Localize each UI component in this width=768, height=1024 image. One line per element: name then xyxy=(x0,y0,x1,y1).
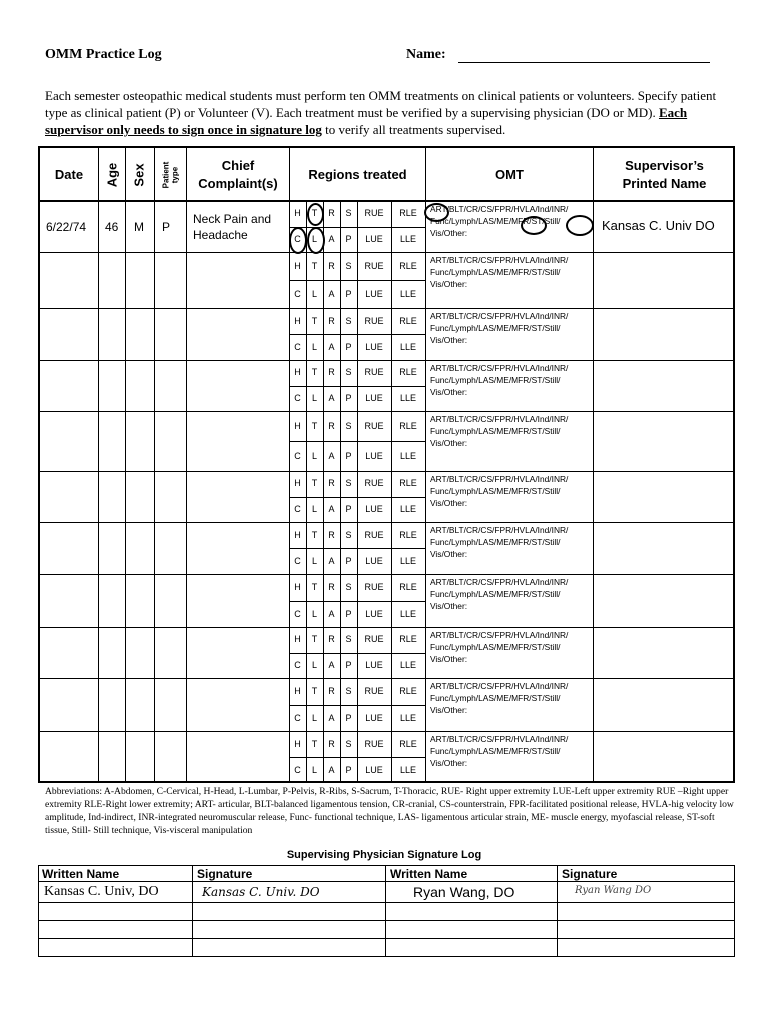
row-divider xyxy=(40,308,733,309)
divider xyxy=(385,866,386,956)
region-code[interactable]: C xyxy=(294,765,301,775)
region-code[interactable]: C xyxy=(294,660,301,670)
divider xyxy=(154,201,155,781)
region-code[interactable]: LLE xyxy=(399,556,416,566)
region-code[interactable]: C xyxy=(294,393,301,403)
entry-age: 46 xyxy=(105,220,119,234)
region-code[interactable]: H xyxy=(294,686,301,696)
region-code[interactable]: A xyxy=(328,556,335,566)
omt-options[interactable]: ART/BLT/CR/CS/FPR/HVLA/Ind/INR/ Func/Lymph/LAS/ME/MFR/ST/Still/ Vis/Other: xyxy=(430,414,569,448)
region-code[interactable]: C xyxy=(294,451,301,461)
region-code[interactable]: R xyxy=(328,634,335,644)
region-code[interactable]: RUE xyxy=(364,261,384,271)
entry-date: 6/22/74 xyxy=(46,220,87,234)
practice-log-table xyxy=(38,146,735,783)
region-code[interactable]: LUE xyxy=(365,504,383,514)
divider xyxy=(98,201,99,781)
region-divider xyxy=(340,411,341,471)
region-code[interactable]: L xyxy=(311,556,317,566)
name-field[interactable] xyxy=(458,62,710,63)
region-code[interactable]: P xyxy=(345,765,352,775)
region-code[interactable]: R xyxy=(328,478,335,488)
col-patient-type: Patient type xyxy=(155,148,187,201)
region-code[interactable]: L xyxy=(311,713,317,723)
region-code[interactable]: LLE xyxy=(399,451,416,461)
omt-options[interactable]: ART/BLT/CR/CS/FPR/HVLA/Ind/INR/ Func/Lymph/LAS/ME/MFR/ST/Still/ Vis/Other: xyxy=(430,577,569,611)
region-divider xyxy=(391,411,392,471)
region-code[interactable]: LUE xyxy=(365,609,383,619)
sig-signature-1: Kansas C. Univ. DO xyxy=(202,885,320,899)
entry-patient-type: P xyxy=(162,220,171,234)
divider xyxy=(39,920,734,921)
divider xyxy=(39,938,734,939)
region-code[interactable]: H xyxy=(294,261,301,271)
region-code[interactable]: S xyxy=(345,316,352,326)
region-code[interactable]: RLE xyxy=(399,367,417,377)
region-code[interactable]: T xyxy=(311,478,318,488)
entry-supervisor: Kansas C. Univ DO xyxy=(602,218,715,233)
circle-mark-still xyxy=(566,215,594,236)
region-code[interactable]: S xyxy=(345,261,352,271)
row-divider xyxy=(40,522,733,523)
region-code[interactable]: LLE xyxy=(399,609,416,619)
region-code[interactable]: LLE xyxy=(399,342,416,352)
region-code[interactable]: R xyxy=(328,582,335,592)
row-divider xyxy=(40,574,733,575)
region-code[interactable]: S xyxy=(345,530,352,540)
region-code[interactable]: S xyxy=(345,421,352,431)
region-code[interactable]: LUE xyxy=(365,234,383,244)
region-code[interactable]: P xyxy=(345,289,352,299)
region-divider xyxy=(323,411,324,471)
omt-options[interactable]: ART/BLT/CR/CS/FPR/HVLA/Ind/INR/ Func/Lymph/LAS/ME/MFR/ST/Still/ Vis/Other: xyxy=(430,474,569,508)
region-code[interactable]: L xyxy=(311,765,317,775)
region-code[interactable]: LLE xyxy=(399,393,416,403)
region-code[interactable]: RUE xyxy=(364,208,384,218)
row-divider xyxy=(40,471,733,472)
region-code[interactable]: L xyxy=(311,393,317,403)
region-code[interactable]: H xyxy=(294,478,301,488)
region-code[interactable]: H xyxy=(294,208,301,218)
region-code[interactable]: P xyxy=(345,393,352,403)
sig-header-written-name: Written Name xyxy=(390,867,468,881)
region-code[interactable]: R xyxy=(328,208,335,218)
sig-header-written-name: Written Name xyxy=(42,867,120,881)
region-code[interactable]: A xyxy=(328,289,335,299)
col-omt: OMT xyxy=(426,148,594,201)
region-code[interactable]: RUE xyxy=(364,478,384,488)
row-divider xyxy=(40,678,733,679)
region-code[interactable]: P xyxy=(345,713,352,723)
circle-mark-me xyxy=(521,216,547,235)
region-code[interactable]: LLE xyxy=(399,234,416,244)
col-sex: Sex xyxy=(126,148,155,201)
omt-options[interactable]: ART/BLT/CR/CS/FPR/HVLA/Ind/INR/ Func/Lymph/LAS/ME/MFR/ST/Still/ Vis/Other: xyxy=(430,630,569,664)
region-code[interactable]: RUE xyxy=(364,316,384,326)
region-code[interactable]: LUE xyxy=(365,342,383,352)
omt-options[interactable]: ART/BLT/CR/CS/FPR/HVLA/Ind/INR/ Func/Lymph/LAS/ME/MFR/ST/Still/ Vis/Other: xyxy=(430,311,569,345)
region-code[interactable]: T xyxy=(311,530,318,540)
region-code[interactable]: L xyxy=(311,609,317,619)
region-code[interactable]: P xyxy=(345,451,352,461)
region-code[interactable]: RUE xyxy=(364,582,384,592)
divider xyxy=(125,201,126,781)
sig-header-signature: Signature xyxy=(562,867,618,881)
region-code[interactable]: C xyxy=(294,609,301,619)
region-code[interactable]: S xyxy=(345,739,352,749)
region-code[interactable]: A xyxy=(328,765,335,775)
region-code[interactable]: RUE xyxy=(364,686,384,696)
region-code[interactable]: L xyxy=(311,289,317,299)
col-date: Date xyxy=(40,148,99,201)
region-code[interactable]: R xyxy=(328,530,335,540)
col-regions-treated: Regions treated xyxy=(290,148,426,201)
region-code[interactable]: P xyxy=(345,609,352,619)
region-code[interactable]: C xyxy=(294,289,301,299)
col-age: Age xyxy=(99,148,126,201)
entry-sex: M xyxy=(134,220,144,234)
omt-options[interactable]: ART/BLT/CR/CS/FPR/HVLA/Ind/INR/ Func/Lymph/LAS/ME/MFR/ST/Still/ Vis/Other: xyxy=(430,204,569,238)
region-code[interactable]: L xyxy=(311,234,317,244)
region-code[interactable]: RUE xyxy=(364,367,384,377)
region-code[interactable]: C xyxy=(294,234,301,244)
region-code[interactable]: LUE xyxy=(365,393,383,403)
region-code[interactable]: T xyxy=(311,208,318,218)
region-code[interactable]: S xyxy=(345,367,352,377)
divider xyxy=(557,866,558,956)
region-code[interactable]: S xyxy=(345,478,352,488)
abbreviations-note: Abbreviations: A-Abdomen, C-Cervical, H-Head, L-Lumbar, P-Pelvis, R-Ribs, S-Sacrum, T-Thoracic, RUE- Right upper extremity LUE-Left upper extremity RUE –Right upper extremity RLE-Right lower extremity; ART- articular, BLT-balanced ligamentous tension, CR-cranial, CS-counterstrain, FPR-facilitated positional release, HVLA-hig velocity low amplitude, Ind-indirect, INR-integrated neuromuscular release, Func- functional technique, LAS- ligamentous articular strain, ME- muscle energy, myofascial release, ST-soft tissue, Still- Still technique, Vis-visceral manipulation xyxy=(45,786,734,836)
region-code[interactable]: RLE xyxy=(399,530,417,540)
signature-log-table xyxy=(38,865,735,957)
divider xyxy=(39,902,734,903)
intro-paragraph: Each semester osteopathic medical students must perform ten OMM treatments on clinical patients or volunteers. Specify patient type as clinical patient (P) or Volunteer (V). Each treatment must be verified by a supervising physician (DO or MD). Each supervisor only needs to sign once in signature log to verify all treatments supervised. xyxy=(45,88,717,137)
region-code[interactable]: P xyxy=(345,234,352,244)
region-code[interactable]: H xyxy=(294,739,301,749)
region-code[interactable]: P xyxy=(345,342,352,352)
circle-mark-c xyxy=(289,227,307,254)
region-code[interactable]: H xyxy=(294,316,301,326)
divider xyxy=(186,201,187,781)
omt-options[interactable]: ART/BLT/CR/CS/FPR/HVLA/Ind/INR/ Func/Lymph/LAS/ME/MFR/ST/Still/ Vis/Other: xyxy=(430,681,569,715)
omt-options[interactable]: ART/BLT/CR/CS/FPR/HVLA/Ind/INR/ Func/Lymph/LAS/ME/MFR/ST/Still/ Vis/Other: xyxy=(430,255,569,289)
sig-written-name-2: Ryan Wang, DO xyxy=(413,884,515,900)
region-code[interactable]: LUE xyxy=(365,713,383,723)
region-code[interactable]: A xyxy=(328,504,335,514)
region-code[interactable]: R xyxy=(328,367,335,377)
region-code[interactable]: S xyxy=(345,582,352,592)
sig-written-name-1: Kansas C. Univ, DO xyxy=(44,884,159,899)
region-code[interactable]: RUE xyxy=(364,530,384,540)
region-code[interactable]: P xyxy=(345,556,352,566)
region-code[interactable]: LUE xyxy=(365,556,383,566)
circle-mark-art xyxy=(424,203,449,222)
region-code[interactable]: A xyxy=(328,713,335,723)
region-code[interactable]: C xyxy=(294,342,301,352)
region-code[interactable]: LLE xyxy=(399,504,416,514)
region-divider xyxy=(306,411,307,471)
region-code[interactable]: L xyxy=(311,504,317,514)
region-code[interactable]: R xyxy=(328,739,335,749)
name-label: Name: xyxy=(406,47,446,62)
row-divider xyxy=(40,252,733,253)
row-divider xyxy=(40,627,733,628)
omt-options[interactable]: ART/BLT/CR/CS/FPR/HVLA/Ind/INR/ Func/Lymph/LAS/ME/MFR/ST/Still/ Vis/Other: xyxy=(430,525,569,559)
region-code[interactable]: H xyxy=(294,530,301,540)
divider xyxy=(39,881,734,882)
region-code[interactable]: T xyxy=(311,739,318,749)
region-code[interactable]: LUE xyxy=(365,289,383,299)
region-code[interactable]: RLE xyxy=(399,478,417,488)
region-code[interactable]: R xyxy=(328,261,335,271)
region-code[interactable]: A xyxy=(328,451,335,461)
region-code[interactable]: C xyxy=(294,713,301,723)
region-code[interactable]: L xyxy=(311,451,317,461)
region-code[interactable]: P xyxy=(345,504,352,514)
region-code[interactable]: S xyxy=(345,208,352,218)
region-code[interactable]: A xyxy=(328,342,335,352)
region-code[interactable]: H xyxy=(294,421,301,431)
region-code[interactable]: RLE xyxy=(399,634,417,644)
region-code[interactable]: T xyxy=(311,261,318,271)
region-code[interactable]: LLE xyxy=(399,660,416,670)
region-code[interactable]: S xyxy=(345,634,352,644)
region-code[interactable]: LUE xyxy=(365,765,383,775)
region-code[interactable]: RUE xyxy=(364,421,384,431)
region-code[interactable]: R xyxy=(328,316,335,326)
region-code[interactable]: T xyxy=(311,634,318,644)
region-code[interactable]: RLE xyxy=(399,261,417,271)
divider xyxy=(425,201,426,781)
region-code[interactable]: L xyxy=(311,660,317,670)
row-divider xyxy=(40,731,733,732)
region-code[interactable]: RLE xyxy=(399,316,417,326)
region-code[interactable]: H xyxy=(294,582,301,592)
entry-complaint: Neck Pain and Headache xyxy=(193,212,272,242)
region-code[interactable]: A xyxy=(328,609,335,619)
region-code[interactable]: T xyxy=(311,316,318,326)
circle-mark-t xyxy=(307,203,324,226)
region-code[interactable]: C xyxy=(294,504,301,514)
row-divider xyxy=(40,411,733,412)
region-code[interactable]: T xyxy=(311,582,318,592)
region-code[interactable]: LLE xyxy=(399,713,416,723)
omt-options[interactable]: ART/BLT/CR/CS/FPR/HVLA/Ind/INR/ Func/Lymph/LAS/ME/MFR/ST/Still/ Vis/Other: xyxy=(430,363,569,397)
divider xyxy=(192,866,193,956)
region-code[interactable]: RUE xyxy=(364,739,384,749)
region-code[interactable]: RLE xyxy=(399,582,417,592)
col-chief-complaint: Chief Complaint(s) xyxy=(187,148,290,201)
region-code[interactable]: LLE xyxy=(399,765,416,775)
divider xyxy=(593,201,594,781)
region-divider xyxy=(357,411,358,471)
region-code[interactable]: R xyxy=(328,686,335,696)
region-code[interactable]: LUE xyxy=(365,660,383,670)
omt-options[interactable]: ART/BLT/CR/CS/FPR/HVLA/Ind/INR/ Func/Lymph/LAS/ME/MFR/ST/Still/ Vis/Other: xyxy=(430,734,569,768)
page-title: OMM Practice Log xyxy=(45,47,162,62)
region-code[interactable]: H xyxy=(294,634,301,644)
col-supervisor: Supervisor’s Printed Name xyxy=(622,157,707,191)
region-code[interactable]: R xyxy=(328,421,335,431)
region-code[interactable]: RLE xyxy=(399,686,417,696)
sig-header-signature: Signature xyxy=(197,867,253,881)
region-code[interactable]: P xyxy=(345,660,352,670)
sig-signature-2: Ryan Wang DO xyxy=(575,885,652,896)
region-code[interactable]: C xyxy=(294,556,301,566)
row-divider xyxy=(40,360,733,361)
circle-mark-l xyxy=(307,227,325,254)
region-code[interactable]: A xyxy=(328,393,335,403)
region-code[interactable]: LUE xyxy=(365,451,383,461)
region-code[interactable]: RUE xyxy=(364,634,384,644)
region-code[interactable]: A xyxy=(328,660,335,670)
region-code[interactable]: H xyxy=(294,367,301,377)
region-code[interactable]: RLE xyxy=(399,208,417,218)
region-code[interactable]: A xyxy=(328,234,335,244)
region-code[interactable]: LLE xyxy=(399,289,416,299)
region-code[interactable]: T xyxy=(311,421,318,431)
region-code[interactable]: RLE xyxy=(399,421,417,431)
region-code[interactable]: T xyxy=(311,367,318,377)
region-code[interactable]: T xyxy=(311,686,318,696)
signature-log-title: Supervising Physician Signature Log xyxy=(286,849,482,861)
region-code[interactable]: L xyxy=(311,342,317,352)
region-code[interactable]: RLE xyxy=(399,739,417,749)
region-code[interactable]: S xyxy=(345,686,352,696)
header-divider xyxy=(40,200,733,202)
